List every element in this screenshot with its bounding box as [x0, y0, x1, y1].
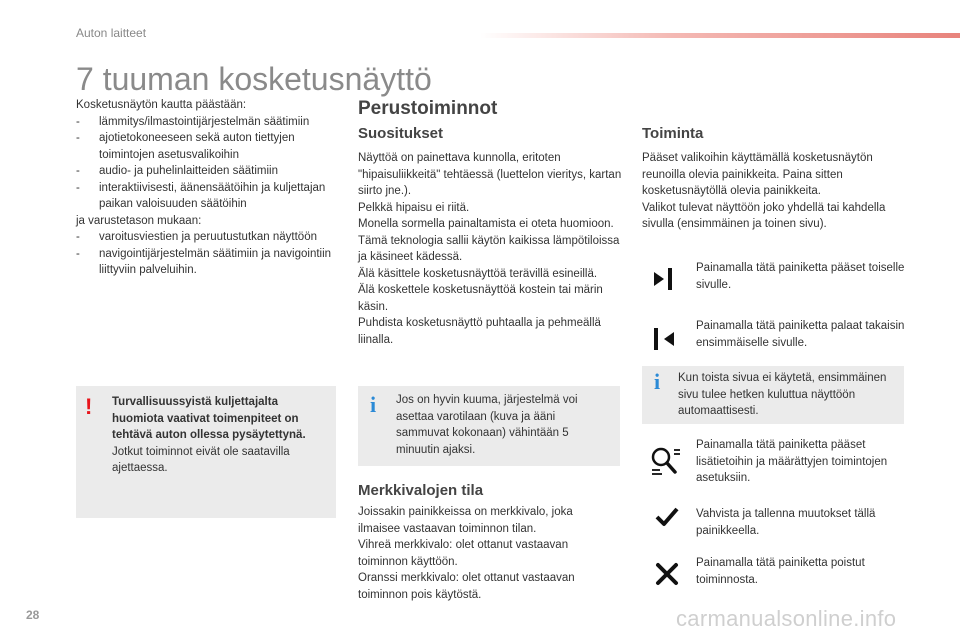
recommendation-line: Pelkkä hipaisu ei riitä. [358, 201, 470, 214]
previous-page-icon [652, 326, 678, 352]
warning-text [112, 394, 327, 477]
intro-lead-2: ja varustetason mukaan: [76, 214, 202, 227]
intro-item: - varoitusviestien ja peruutustutkan näyttöön [76, 229, 346, 246]
recommendation-line: Älä koskettele kosketusnäyttöä kostein tai märin käsin. [358, 284, 603, 313]
page-title: 7 tuuman kosketusnäyttö [76, 61, 432, 97]
checkmark-icon [654, 506, 680, 528]
info-icon: i [370, 392, 377, 417]
indicator-line: Joissakin painikkeissa on merkkivalo, joka ilmaisee vastaavan toiminnon tilan. [358, 506, 573, 535]
recommendation-line: Näyttöä on painettava kunnolla, eritoten "hipaisuliikkeitä" tehtäessä (luettelon vieritys, kartan siirto jne.). [358, 152, 622, 197]
next-page-text: Painamalla tätä painiketta pääset toiselle sivulle. [696, 262, 905, 291]
close-text: Painamalla tätä painiketta poistut toiminnosta. [696, 557, 865, 586]
recommendation-line: Älä käsittele kosketusnäyttöä terävillä esineillä. [358, 267, 598, 280]
page-number: 28 [26, 608, 40, 622]
warning-box [76, 386, 336, 518]
indicator-line: Oranssi merkkivalo: olet ottanut vastaavan toiminnon pois käytöstä. [358, 572, 575, 601]
exclamation-icon: ! [85, 394, 93, 419]
close-icon [655, 562, 679, 586]
settings-icon [650, 446, 682, 476]
intro-item: - audio- ja puhelinlaitteiden säätimiin [76, 163, 346, 180]
intro-item: - ajotietokoneeseen sekä auton tiettyjen toimintojen asetusvalikoihin [76, 130, 346, 163]
heat-info-box [358, 386, 620, 466]
intro-item: - interaktiivisesti, äänensäätöihin ja kuljettajan paikan valoisuuden säätöihin [76, 180, 346, 213]
next-page-icon [652, 266, 678, 292]
info-icon: i [654, 369, 661, 394]
intro-lead: Kosketusnäytön kautta päästään: [76, 99, 247, 111]
section-label: Auton laitteet [76, 26, 147, 40]
settings-text: Painamalla tätä painiketta pääset lisätietoihin ja määrättyjen toimintojen asetuksiin. [696, 439, 888, 484]
heat-info-text: Jos on hyvin kuuma, järjestelmä voi asettaa varotilaan (kuva ja ääni sammuvat kokonaan) vähintään 5 minuutin ajaksi. [396, 394, 578, 456]
indicator-title: Merkkivalojen tila [358, 482, 484, 499]
auto-return-info-box [642, 366, 904, 424]
recommendation-line: Monella sormella painaltamista ei oteta huomioon. [358, 218, 614, 230]
operation-title: Toiminta [642, 125, 704, 142]
intro-item: - navigointijärjestelmän säätimiin ja navigointiin liittyviin palveluihin. [76, 246, 346, 279]
warning-note: Jotkut toiminnot eivät ole saatavilla ajettaessa. [112, 445, 290, 474]
recommendations-text [358, 150, 623, 348]
recommendation-line: Tämä teknologia sallii käytön kaikissa lämpötiloissa ja käsineet kädessä. [358, 234, 620, 263]
intro-item: - lämmitys/ilmastointijärjestelmän säätimiin [76, 114, 346, 131]
operation-intro [642, 150, 907, 233]
watermark: carmanualsonline.info [676, 606, 897, 631]
header-rule [480, 33, 960, 38]
checkmark-text: Vahvista ja tallenna muutokset tällä painikkeella. [696, 508, 876, 537]
indicator-text [358, 504, 608, 603]
operation-intro-line: Valikot tulevat näyttöön joko yhdellä tai kahdella sivulla (ensimmäinen ja toinen sivu). [642, 201, 886, 230]
operation-intro-line: Pääset valikoihin käyttämällä kosketusnäytön reunoilla olevia painikkeita. Paina sitten kosketusnäytöllä olevia painikkeita. [642, 152, 873, 197]
indicator-line: Vihreä merkkivalo: olet ottanut vastaavan toiminnon käyttöön. [358, 539, 569, 568]
recommendations-title: Suositukset [358, 125, 444, 142]
auto-return-info-text: Kun toista sivua ei käytetä, ensimmäinen sivu tulee hetken kuluttua näyttöön automaattisesti. [678, 372, 887, 417]
previous-page-text: Painamalla tätä painiketta palaat takaisin ensimmäiselle sivulle. [696, 320, 905, 349]
basics-title: Perustoiminnot [358, 98, 498, 119]
recommendation-line: Puhdista kosketusnäyttö puhtaalla ja pehmeällä liinalla. [358, 317, 601, 346]
intro-text [76, 97, 346, 279]
warning-bold: Turvallisuussyistä kuljettajalta huomiota vaativat toimenpiteet on tehtävä auton ollessa pysäytettynä. [112, 396, 306, 441]
